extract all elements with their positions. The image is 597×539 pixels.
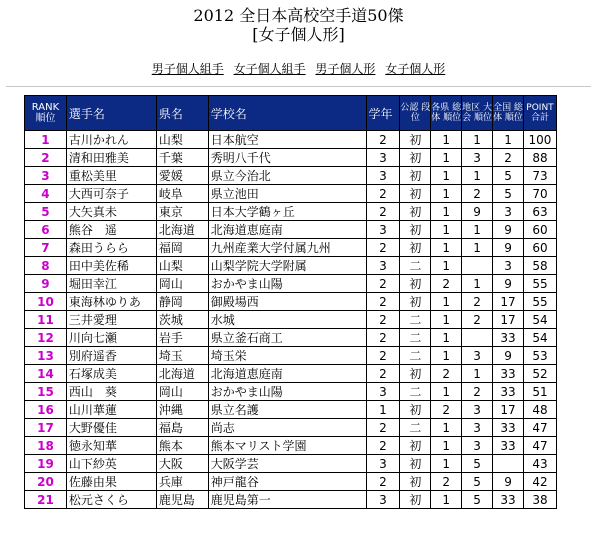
- table-body: [25, 131, 557, 509]
- table-row: [25, 455, 557, 473]
- cell-grade: 2: [366, 437, 400, 455]
- cell-pref-rank: 1: [431, 149, 462, 167]
- cell-rank: 19: [25, 455, 67, 473]
- cell-rank: 7: [25, 239, 67, 257]
- cell-name: 大野優佳: [66, 419, 156, 437]
- cell-rank: 1: [25, 131, 67, 149]
- table-row: [25, 203, 557, 221]
- cell-pref-rank: 1: [431, 437, 462, 455]
- cell-grade: 3: [366, 167, 400, 185]
- cell-pref-rank: 1: [431, 185, 462, 203]
- nav-link-girls-kata[interactable]: 女子個人形: [385, 62, 446, 76]
- cell-name: 清和田雅美: [66, 149, 156, 167]
- cell-region-rank: 2: [462, 293, 493, 311]
- table-row: [25, 221, 557, 239]
- cell-region-rank: [462, 329, 493, 347]
- cell-grade: 2: [366, 239, 400, 257]
- cell-dan: 二: [400, 257, 431, 275]
- cell-dan: 初: [400, 149, 431, 167]
- cell-grade: 1: [366, 401, 400, 419]
- cell-points: 88: [523, 149, 556, 167]
- cell-school: 水城: [208, 311, 366, 329]
- cell-dan: 初: [400, 455, 431, 473]
- cell-grade: 2: [366, 293, 400, 311]
- header-points: POINT 合計: [523, 96, 556, 131]
- cell-grade: 3: [366, 149, 400, 167]
- cell-name: 大西可奈子: [66, 185, 156, 203]
- cell-pref: 岐阜: [156, 185, 208, 203]
- cell-school: 大阪学芸: [208, 455, 366, 473]
- cell-school: 県立釜石商工: [208, 329, 366, 347]
- cell-school: 日本大学鶴ヶ丘: [208, 203, 366, 221]
- ranking-table: [24, 95, 557, 509]
- cell-region-rank: 5: [462, 491, 493, 509]
- category-nav: [0, 60, 597, 76]
- cell-dan: 初: [400, 203, 431, 221]
- cell-points: 42: [523, 473, 556, 491]
- cell-pref: 岡山: [156, 275, 208, 293]
- cell-points: 60: [523, 221, 556, 239]
- cell-region-rank: 1: [462, 365, 493, 383]
- page-subtitle: [女子個人形]: [252, 25, 345, 44]
- nav-link-girls-kumite[interactable]: 女子個人組手: [233, 62, 306, 76]
- nav-link-boys-kumite[interactable]: 男子個人組手: [151, 62, 224, 76]
- cell-national-rank: 33: [493, 491, 524, 509]
- cell-points: 48: [523, 401, 556, 419]
- cell-points: 54: [523, 329, 556, 347]
- header-national-rank: 全国 総体 順位: [493, 96, 524, 131]
- table-row: [25, 311, 557, 329]
- cell-grade: 2: [366, 203, 400, 221]
- cell-national-rank: 17: [493, 401, 524, 419]
- cell-pref-rank: 1: [431, 311, 462, 329]
- cell-pref-rank: 1: [431, 257, 462, 275]
- header-dan: 公認 段位: [400, 96, 431, 131]
- cell-school: 埼玉栄: [208, 347, 366, 365]
- cell-pref: 千葉: [156, 149, 208, 167]
- cell-pref: 山梨: [156, 131, 208, 149]
- cell-grade: 3: [366, 383, 400, 401]
- page-title: 2012 全日本高校空手道50傑: [193, 6, 404, 25]
- cell-points: 47: [523, 437, 556, 455]
- cell-name: 松元さくら: [66, 491, 156, 509]
- table-row: [25, 419, 557, 437]
- cell-pref: 愛媛: [156, 167, 208, 185]
- table-header-row: [25, 96, 557, 131]
- cell-grade: 2: [366, 473, 400, 491]
- cell-rank: 21: [25, 491, 67, 509]
- table-row: [25, 185, 557, 203]
- cell-dan: 初: [400, 491, 431, 509]
- cell-pref-rank: 1: [431, 131, 462, 149]
- cell-pref-rank: 1: [431, 419, 462, 437]
- cell-region-rank: 1: [462, 239, 493, 257]
- nav-link-boys-kata[interactable]: 男子個人形: [315, 62, 376, 76]
- cell-rank: 11: [25, 311, 67, 329]
- cell-rank: 15: [25, 383, 67, 401]
- cell-grade: 2: [366, 329, 400, 347]
- cell-school: 県立池田: [208, 185, 366, 203]
- table-row: [25, 131, 557, 149]
- cell-region-rank: 2: [462, 185, 493, 203]
- cell-rank: 13: [25, 347, 67, 365]
- cell-school: 北海道恵庭南: [208, 221, 366, 239]
- cell-grade: 2: [366, 347, 400, 365]
- cell-rank: 3: [25, 167, 67, 185]
- cell-region-rank: 5: [462, 473, 493, 491]
- cell-rank: 20: [25, 473, 67, 491]
- cell-points: 58: [523, 257, 556, 275]
- cell-rank: 12: [25, 329, 67, 347]
- cell-name: 古川かれん: [66, 131, 156, 149]
- cell-national-rank: 5: [493, 167, 524, 185]
- cell-pref-rank: 2: [431, 365, 462, 383]
- cell-region-rank: 3: [462, 149, 493, 167]
- table-row: [25, 167, 557, 185]
- cell-points: 73: [523, 167, 556, 185]
- cell-rank: 5: [25, 203, 67, 221]
- cell-pref-rank: 1: [431, 293, 462, 311]
- header-grade: 学年: [366, 96, 400, 131]
- cell-pref: 埼玉: [156, 347, 208, 365]
- cell-rank: 9: [25, 275, 67, 293]
- cell-points: 100: [523, 131, 556, 149]
- cell-points: 43: [523, 455, 556, 473]
- cell-region-rank: 1: [462, 131, 493, 149]
- cell-pref: 熊本: [156, 437, 208, 455]
- cell-rank: 16: [25, 401, 67, 419]
- cell-school: 山梨学院大学附属: [208, 257, 366, 275]
- cell-national-rank: 17: [493, 311, 524, 329]
- cell-grade: 2: [366, 311, 400, 329]
- cell-dan: 初: [400, 293, 431, 311]
- cell-region-rank: [462, 257, 493, 275]
- cell-name: 森田うらら: [66, 239, 156, 257]
- cell-name: 山川華蓮: [66, 401, 156, 419]
- cell-name: 山下紗英: [66, 455, 156, 473]
- header-school: 学校名: [208, 96, 366, 131]
- cell-region-rank: 3: [462, 401, 493, 419]
- header-rank: RANK 順位: [25, 96, 67, 131]
- cell-national-rank: 33: [493, 383, 524, 401]
- cell-name: 三井愛理: [66, 311, 156, 329]
- cell-national-rank: 33: [493, 365, 524, 383]
- cell-pref-rank: 2: [431, 275, 462, 293]
- cell-school: おかやま山陽: [208, 383, 366, 401]
- cell-points: 70: [523, 185, 556, 203]
- divider: [6, 86, 591, 87]
- cell-pref-rank: 1: [431, 455, 462, 473]
- cell-pref: 茨城: [156, 311, 208, 329]
- cell-national-rank: 33: [493, 437, 524, 455]
- header-pref: 県名: [156, 96, 208, 131]
- cell-dan: 二: [400, 347, 431, 365]
- cell-pref: 山梨: [156, 257, 208, 275]
- table-row: [25, 275, 557, 293]
- cell-pref: 福岡: [156, 239, 208, 257]
- cell-dan: 初: [400, 401, 431, 419]
- cell-pref: 兵庫: [156, 473, 208, 491]
- cell-points: 52: [523, 365, 556, 383]
- cell-school: 県立今治北: [208, 167, 366, 185]
- cell-national-rank: 5: [493, 185, 524, 203]
- cell-pref: 静岡: [156, 293, 208, 311]
- cell-national-rank: 9: [493, 239, 524, 257]
- cell-national-rank: 33: [493, 419, 524, 437]
- cell-region-rank: 5: [462, 455, 493, 473]
- table-row: [25, 491, 557, 509]
- cell-national-rank: 3: [493, 257, 524, 275]
- cell-dan: 初: [400, 275, 431, 293]
- cell-national-rank: 9: [493, 347, 524, 365]
- cell-grade: 2: [366, 419, 400, 437]
- cell-pref: 福島: [156, 419, 208, 437]
- cell-name: 川向七瀬: [66, 329, 156, 347]
- cell-grade: 3: [366, 455, 400, 473]
- cell-national-rank: 17: [493, 293, 524, 311]
- cell-dan: 初: [400, 185, 431, 203]
- cell-points: 54: [523, 311, 556, 329]
- cell-national-rank: 2: [493, 149, 524, 167]
- cell-rank: 17: [25, 419, 67, 437]
- cell-school: おかやま山陽: [208, 275, 366, 293]
- cell-national-rank: [493, 455, 524, 473]
- cell-dan: 初: [400, 365, 431, 383]
- cell-region-rank: 1: [462, 167, 493, 185]
- cell-rank: 2: [25, 149, 67, 167]
- cell-school: 日本航空: [208, 131, 366, 149]
- cell-name: 佐藤由果: [66, 473, 156, 491]
- cell-points: 51: [523, 383, 556, 401]
- cell-pref: 北海道: [156, 221, 208, 239]
- cell-region-rank: 2: [462, 383, 493, 401]
- cell-pref-rank: 1: [431, 167, 462, 185]
- table-row: [25, 149, 557, 167]
- cell-points: 47: [523, 419, 556, 437]
- cell-pref: 東京: [156, 203, 208, 221]
- cell-name: 大矢真未: [66, 203, 156, 221]
- cell-school: 秀明八千代: [208, 149, 366, 167]
- cell-pref-rank: 1: [431, 329, 462, 347]
- cell-region-rank: 9: [462, 203, 493, 221]
- cell-grade: 2: [366, 131, 400, 149]
- cell-points: 53: [523, 347, 556, 365]
- cell-region-rank: 2: [462, 311, 493, 329]
- header-pref-rank: 各県 総体 順位: [431, 96, 462, 131]
- cell-national-rank: 33: [493, 329, 524, 347]
- cell-dan: 二: [400, 419, 431, 437]
- table-row: [25, 347, 557, 365]
- cell-school: 北海道恵庭南: [208, 365, 366, 383]
- cell-region-rank: 3: [462, 437, 493, 455]
- header-name: 選手名: [66, 96, 156, 131]
- cell-pref: 岩手: [156, 329, 208, 347]
- cell-rank: 4: [25, 185, 67, 203]
- cell-grade: 3: [366, 221, 400, 239]
- cell-points: 55: [523, 275, 556, 293]
- cell-rank: 8: [25, 257, 67, 275]
- table-row: [25, 383, 557, 401]
- cell-dan: 初: [400, 131, 431, 149]
- cell-national-rank: 9: [493, 221, 524, 239]
- table-row: [25, 437, 557, 455]
- cell-points: 38: [523, 491, 556, 509]
- cell-school: 尚志: [208, 419, 366, 437]
- cell-name: 別府遥香: [66, 347, 156, 365]
- cell-pref: 北海道: [156, 365, 208, 383]
- cell-pref-rank: 1: [431, 203, 462, 221]
- cell-points: 63: [523, 203, 556, 221]
- cell-name: 田中美佐稀: [66, 257, 156, 275]
- cell-name: 徳永知華: [66, 437, 156, 455]
- cell-pref-rank: 1: [431, 239, 462, 257]
- cell-dan: 初: [400, 239, 431, 257]
- cell-pref-rank: 2: [431, 473, 462, 491]
- cell-region-rank: 3: [462, 419, 493, 437]
- cell-region-rank: 3: [462, 347, 493, 365]
- cell-points: 55: [523, 293, 556, 311]
- table-row: [25, 365, 557, 383]
- cell-name: 重松美里: [66, 167, 156, 185]
- cell-pref-rank: 2: [431, 401, 462, 419]
- cell-name: 堀田幸江: [66, 275, 156, 293]
- cell-grade: 2: [366, 275, 400, 293]
- table-row: [25, 239, 557, 257]
- cell-rank: 18: [25, 437, 67, 455]
- table-row: [25, 257, 557, 275]
- cell-pref: 沖縄: [156, 401, 208, 419]
- cell-region-rank: 1: [462, 275, 493, 293]
- cell-dan: 二: [400, 329, 431, 347]
- cell-dan: 初: [400, 167, 431, 185]
- cell-grade: 2: [366, 365, 400, 383]
- cell-rank: 14: [25, 365, 67, 383]
- cell-pref-rank: 1: [431, 491, 462, 509]
- cell-dan: 初: [400, 473, 431, 491]
- cell-national-rank: 1: [493, 131, 524, 149]
- cell-grade: 3: [366, 491, 400, 509]
- cell-dan: 二: [400, 311, 431, 329]
- cell-pref: 岡山: [156, 383, 208, 401]
- cell-name: 熊谷 遥: [66, 221, 156, 239]
- cell-grade: 3: [366, 257, 400, 275]
- cell-name: 西山 葵: [66, 383, 156, 401]
- cell-dan: 初: [400, 437, 431, 455]
- cell-pref-rank: 1: [431, 347, 462, 365]
- cell-school: 鹿児島第一: [208, 491, 366, 509]
- cell-national-rank: 9: [493, 473, 524, 491]
- cell-dan: 二: [400, 383, 431, 401]
- cell-pref: 大阪: [156, 455, 208, 473]
- cell-pref-rank: 1: [431, 383, 462, 401]
- cell-dan: 初: [400, 221, 431, 239]
- cell-points: 60: [523, 239, 556, 257]
- cell-grade: 2: [366, 185, 400, 203]
- cell-rank: 10: [25, 293, 67, 311]
- table-row: [25, 293, 557, 311]
- cell-school: 熊本マリスト学園: [208, 437, 366, 455]
- table-row: [25, 401, 557, 419]
- cell-pref-rank: 1: [431, 221, 462, 239]
- header-region-rank: 地区 大会 順位: [462, 96, 493, 131]
- cell-school: 九州産業大学付属九州: [208, 239, 366, 257]
- cell-name: 東海林ゆりあ: [66, 293, 156, 311]
- table-row: [25, 329, 557, 347]
- cell-school: 御殿場西: [208, 293, 366, 311]
- cell-rank: 6: [25, 221, 67, 239]
- cell-national-rank: 3: [493, 203, 524, 221]
- cell-national-rank: 9: [493, 275, 524, 293]
- cell-school: 神戸龍谷: [208, 473, 366, 491]
- table-row: [25, 473, 557, 491]
- cell-region-rank: 1: [462, 221, 493, 239]
- cell-pref: 鹿児島: [156, 491, 208, 509]
- cell-school: 県立名護: [208, 401, 366, 419]
- cell-name: 石塚成美: [66, 365, 156, 383]
